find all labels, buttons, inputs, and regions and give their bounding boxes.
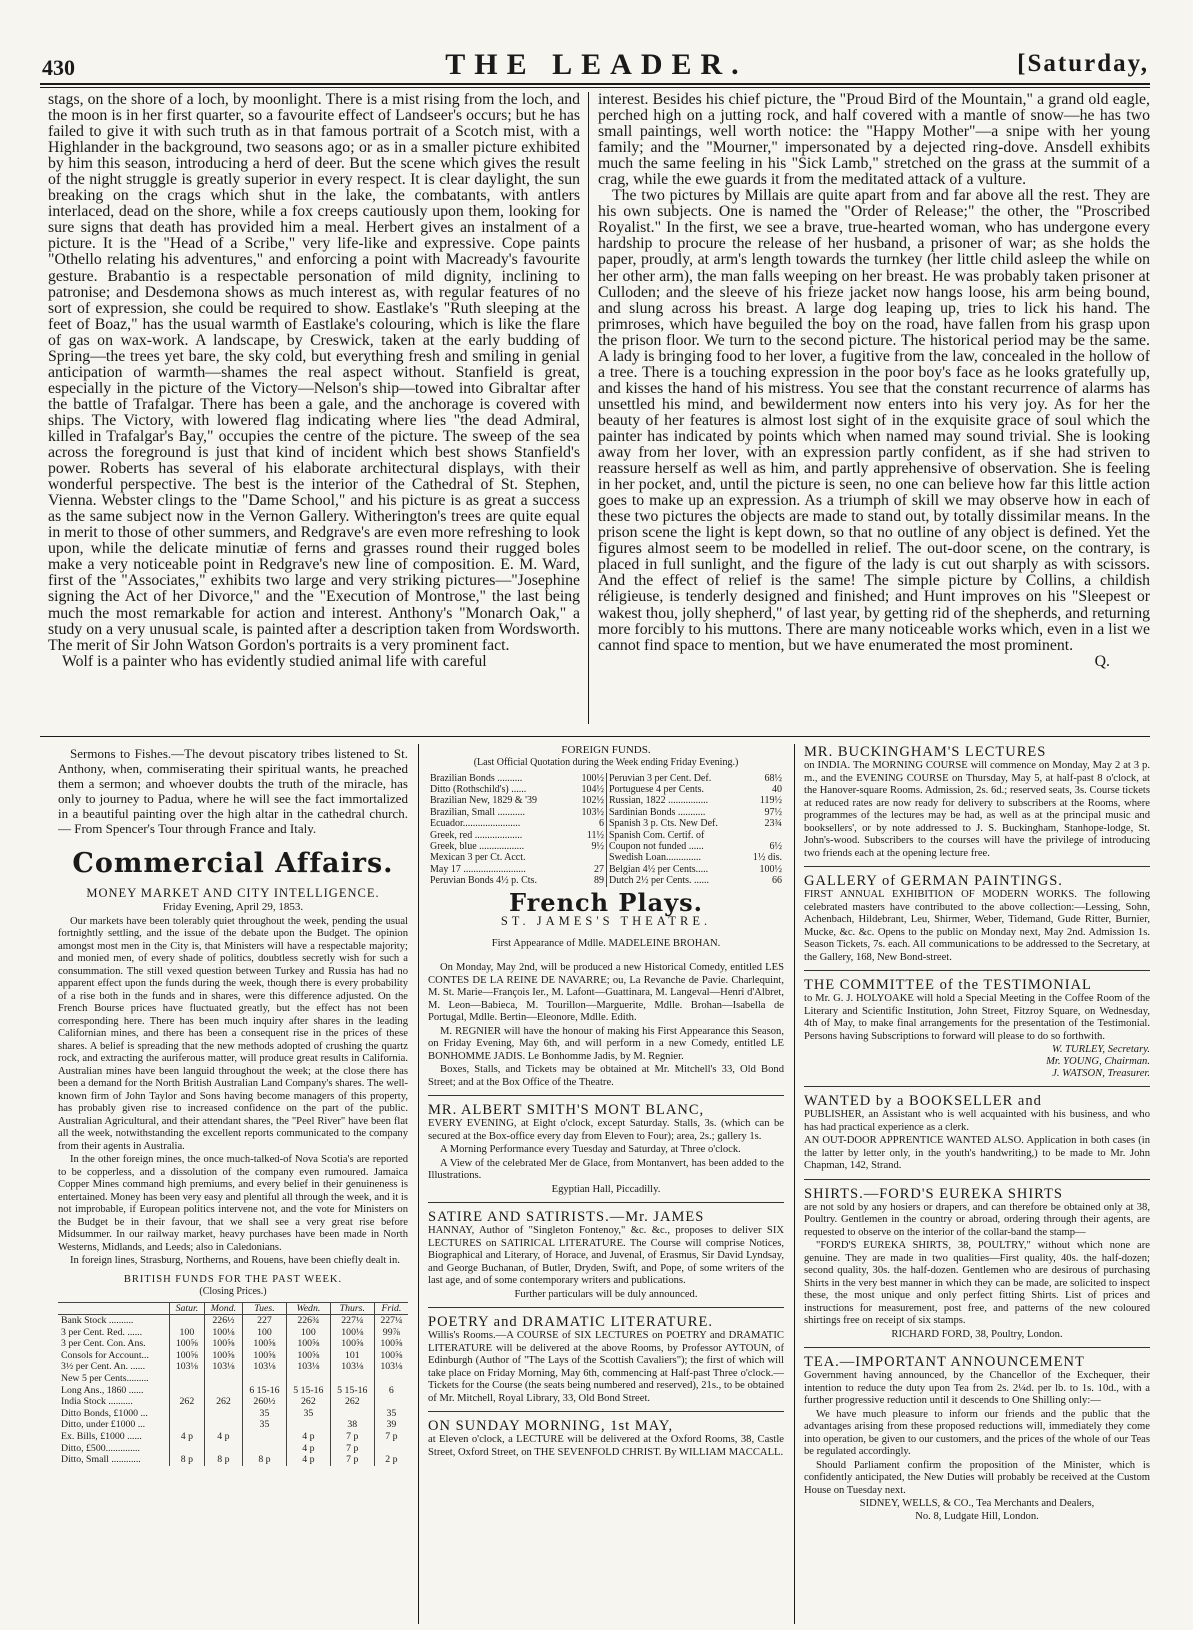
- fund-name: Ditto Bonds, £1000 ...: [61, 1407, 148, 1419]
- fund-price: 262: [169, 1396, 204, 1408]
- funds-column-header: Thurs.: [330, 1302, 374, 1315]
- fund-price: 104½: [581, 783, 604, 795]
- fund-price: 4 p: [286, 1443, 330, 1455]
- fund-price: 100⅝: [169, 1350, 204, 1362]
- fund-name: Ditto, under £1000 ...: [61, 1419, 146, 1431]
- fund-price: 262: [330, 1396, 374, 1408]
- ad-body: FIRST ANNUAL EXHIBITION OF MODERN WORKS. The following celebrated masters have contributed to the above collection:—Lessing, Sohn, Achenbach, Hildebrant, Leu, Shirmer, Weber, Tidemand, Gude Ritter, Burnier, Mucke, &c. &c. Opens to the public on Monday next, May 2nd. Admission 1s. Season Tickets, 7s. each. All communications to be addressed to the Secretary, at the Gallery, 168, New Bond-street.: [804, 889, 1150, 963]
- french-plays-title: French Plays.: [509, 887, 703, 917]
- fund-price: 66: [772, 875, 782, 887]
- fund-price: 4 p: [286, 1431, 330, 1443]
- fund-price: [374, 1373, 408, 1385]
- table-row: [607, 818, 784, 829]
- fund-price: 100: [169, 1327, 204, 1339]
- ad-body: HANNAY, Author of "Singleton Fontenoy," &c. &c., proposes to deliver SIX LECTURES on SATIRICAL LITERATURE. The Course will comprise Notices, Biographical and Literary, of Horace, and Juvenal, of Erasmus, Sir David Lyndsay, and George Buchanan, of Butler, Dryden, Swift, and Pope, of some writers of the last age, and of some contemporary writers and publications.: [428, 1225, 784, 1287]
- fund-price: 6½: [769, 840, 782, 852]
- british-funds-title: BRITISH FUNDS FOR THE PAST WEEK.: [123, 1273, 343, 1285]
- foreign-funds-left: [428, 773, 606, 887]
- fund-price: [330, 1373, 374, 1385]
- masthead-date: [Saturday,: [1017, 50, 1149, 77]
- fund-name: Brazilian New, 1829 & '39: [430, 795, 537, 807]
- table-row: [428, 841, 606, 852]
- fund-price: 6: [599, 818, 604, 830]
- table-row: [607, 875, 784, 886]
- table-row: [607, 830, 784, 841]
- fund-price: 2 p: [374, 1454, 408, 1466]
- fund-price: [572, 852, 606, 863]
- fund-name: Ditto, Small ............: [61, 1454, 141, 1466]
- fund-price: [169, 1419, 204, 1431]
- fund-price: 262: [204, 1396, 242, 1408]
- fund-price: 35: [242, 1419, 286, 1431]
- table-row: [58, 1454, 408, 1466]
- fund-price: 103⅛: [286, 1361, 330, 1373]
- fund-price: 226½: [204, 1315, 242, 1327]
- fund-price: 89: [594, 875, 604, 887]
- money-market-title: MONEY MARKET AND CITY INTELLIGENCE.: [86, 885, 380, 900]
- ad-body: Should Parliament confirm the proposition of the Minister, which is confidently anticipated, the New Duties will probably be received at the Custom House on Tuesday next.: [804, 1459, 1150, 1496]
- fund-name: Peruvian Bonds 4½ p. Cts.: [430, 875, 537, 887]
- table-row: [58, 1443, 408, 1455]
- fund-name: Brazilian, Small ...........: [430, 806, 525, 818]
- fund-price: [204, 1443, 242, 1455]
- fund-price: 227¼: [374, 1315, 408, 1327]
- ad-albert-smith: [428, 1102, 784, 1196]
- fund-price: [286, 1419, 330, 1431]
- fund-price: [744, 830, 784, 841]
- ad-body: We have much pleasure to inform our friends and the public that the advantages arising from these proposed reductions will, immediately they come into operation, be given to our customers, and the prices of the whole of our Teas be regulated accordingly.: [804, 1408, 1150, 1457]
- ad-footer: Egyptian Hall, Piccadilly.: [551, 1183, 661, 1195]
- fund-price: 100⅝: [242, 1338, 286, 1350]
- masthead-title: THE LEADER.: [445, 48, 748, 81]
- fund-price: 100: [242, 1327, 286, 1339]
- fund-price: 103⅛: [374, 1361, 408, 1373]
- ad-footer: RICHARD FORD, 38, Poultry, London.: [891, 1328, 1063, 1340]
- ad-shirts: [804, 1186, 1150, 1342]
- table-row: [607, 773, 784, 784]
- french-plays-paragraph: M. REGNIER will have the honour of making his First Appearance this Season, on Friday Evening, May 6th, and will perform in a new Comedy, entitled LE BONHOMME JADIS. Le Bonhomme Jadis, by M. Regnier.: [428, 1025, 784, 1062]
- british-funds-body: [58, 1315, 408, 1466]
- middle-column: [428, 744, 784, 1624]
- foreign-funds-subtitle: (Last Official Quotation during the Week ending Friday Evening.): [473, 756, 739, 768]
- fund-price: [242, 1373, 286, 1385]
- table-row: [607, 784, 784, 795]
- fund-price: 100⅛: [204, 1327, 242, 1339]
- fund-price: 4 p: [204, 1431, 242, 1443]
- fund-price: 7 p: [330, 1454, 374, 1466]
- funds-column-header: Wedn.: [286, 1302, 330, 1315]
- table-row: [607, 864, 784, 875]
- fund-name: Ditto (Rothschild's) ......: [430, 783, 527, 795]
- fund-price: 100⅛: [330, 1327, 374, 1339]
- ad-poetry: [428, 1314, 784, 1405]
- ad-body: Willis's Rooms.—A COURSE of SIX LECTURES on POETRY and DRAMATIC LITERATURE will be delivered at the above Rooms, by Professor AYTOUN, of Edinburgh (Author of "The Lays of the Scottish Cavaliers"); the first of which will take place on Friday Morning, May 6th, commencing at Half-past Three o'clock.—Tickets for the Course (the seats being numbered and reserved), 21s., to be obtained of Mr. Mitchell, Royal Library, 33, Old Bond Street.: [428, 1330, 784, 1404]
- table-row: [58, 1431, 408, 1443]
- fund-name: Russian, 1822 ................: [609, 795, 709, 807]
- fund-price: 226¾: [286, 1315, 330, 1327]
- fund-price: 38: [330, 1419, 374, 1431]
- money-market-paragraph: In foreign lines, Strasburg, Northerns, and Rouens, have been chiefly dealt in.: [70, 1255, 400, 1266]
- fund-price: 103⅛: [204, 1361, 242, 1373]
- table-row: [428, 852, 606, 863]
- french-plays-paragraph: On Monday, May 2nd, will be produced a new Historical Comedy, entitled LES CONTES DE LA REINE DE NAVARRE; ou, La Revanche de Pavie. Charlequint, M. St. Marie—François Ier., M. Lafont—Guattinara, M. Langeval—Henri d'Albret, M. Leon—Babieca, M. Tourillon—Marguerite, Mdlle. Brohan—Isabella de Portugal, Mdlle. Bertin—Eleonore, Mdlle. Edith.: [428, 962, 784, 1024]
- fund-name: Greek, red ...................: [430, 829, 523, 841]
- first-appearance: First Appearance of Mdlle. MADELEINE BROHAN.: [491, 937, 721, 949]
- fund-price: 35: [374, 1408, 408, 1420]
- fund-price: [286, 1373, 330, 1385]
- fund-price: [330, 1408, 374, 1420]
- ad-heading: TEA.—IMPORTANT ANNOUNCEMENT: [804, 1354, 1085, 1370]
- ad-footer: No. 8, Ludgate Hill, London.: [915, 1510, 1039, 1522]
- header-rule-thin: [40, 87, 1150, 88]
- fund-price: 35: [286, 1408, 330, 1420]
- fund-price: 8 p: [169, 1454, 204, 1466]
- fund-price: 7 p: [330, 1443, 374, 1455]
- sermons-paragraph: Sermons to Fishes.—The devout piscatory tribes listened to St. Anthony, when, commiserating their spiritual wants, he preached them a sermon; and whoever doubts the truth of the miracle, has only to journey to Padua, where he will see the fact immortalized in a beautiful painting over the high altar in the cathedral church.— From Spencer's Tour through France and Italy.: [58, 746, 408, 836]
- table-row: [58, 1396, 408, 1408]
- table-row: [58, 1385, 408, 1397]
- table-row: [58, 1408, 408, 1420]
- funds-column-header: [58, 1302, 169, 1315]
- fund-price: [169, 1408, 204, 1420]
- fund-name: Ex. Bills, £1000 ......: [61, 1431, 142, 1443]
- fund-price: 5 15-16: [330, 1385, 374, 1397]
- ad-testimonial: [804, 977, 1150, 1080]
- ad-heading: POETRY and DRAMATIC LITERATURE.: [428, 1314, 714, 1331]
- ad-body: are not sold by any hosiers or drapers, and can therefore be obtained only at 38, Poultry. Gentlemen in the country or abroad, ordering through their agents, are requested to observe on the interior of the collar-band the stamp—: [804, 1201, 1150, 1238]
- column-divider: [418, 744, 419, 1624]
- fund-price: [374, 1396, 408, 1408]
- fund-price: 27: [594, 863, 604, 875]
- fund-name: Bank Stock ..........: [61, 1315, 134, 1327]
- ad-heading: THE COMMITTEE of the TESTIMONIAL: [804, 977, 1092, 993]
- fund-price: 100½: [759, 863, 782, 875]
- ad-body: A View of the celebrated Mer de Glace, from Montanvert, has been added to the Illustrations.: [428, 1157, 784, 1182]
- fund-name: Swedish Loan..............: [609, 852, 701, 864]
- ad-body: at Eleven o'clock, a LECTURE will be delivered at the Oxford Rooms, 38, Castle Street, Oxford Street, on THE SEVENFOLD CHRIST. By WILLIAM MACCALL.: [428, 1434, 784, 1458]
- fund-price: 100½: [581, 772, 604, 784]
- page-number: 430: [42, 55, 75, 80]
- ad-body: PUBLISHER, an Assistant who is well acquainted with his business, and who has had practical experience as a clerk.: [804, 1109, 1150, 1133]
- column-divider: [588, 92, 589, 724]
- fund-price: 100⅝: [330, 1338, 374, 1350]
- fund-price: 6 15-16: [242, 1385, 286, 1397]
- fund-name: Ditto, £500..............: [61, 1442, 140, 1454]
- table-row: [58, 1327, 408, 1339]
- fund-price: 103⅛: [169, 1361, 204, 1373]
- fund-name: 3 per Cent. Red. ......: [61, 1326, 143, 1338]
- fund-price: 227: [242, 1315, 286, 1327]
- fund-price: 11½: [586, 829, 604, 841]
- ad-body: EVERY EVENING, at Eight o'clock, except Saturday. Stalls, 3s. (which can be secured at the Box-office every day from Eleven to Four); area, 2s.; gallery 1s.: [428, 1118, 784, 1142]
- fund-name: Belgian 4½ per Cents.....: [609, 863, 709, 875]
- fund-name: Spanish 3 p. Cts. New Def.: [609, 818, 718, 830]
- table-row: [428, 818, 606, 829]
- fund-price: 119½: [759, 795, 782, 807]
- fund-price: 102½: [581, 795, 604, 807]
- fund-price: [204, 1408, 242, 1420]
- fund-price: 8 p: [242, 1454, 286, 1466]
- fund-name: Portuguese 4 per Cents.: [609, 783, 704, 795]
- fund-price: 6: [374, 1385, 408, 1397]
- fund-price: [169, 1373, 204, 1385]
- fund-name: Greek, blue ..................: [430, 840, 525, 852]
- funds-column-header: Frid.: [374, 1302, 408, 1315]
- article-column-right: [598, 92, 1150, 728]
- fund-price: 103⅛: [330, 1361, 374, 1373]
- table-row: [607, 841, 784, 852]
- fund-price: 100⅝: [169, 1338, 204, 1350]
- fund-price: [169, 1315, 204, 1327]
- fund-name: Brazilian Bonds ..........: [430, 772, 523, 784]
- table-row: [607, 795, 784, 806]
- fund-price: [374, 1443, 408, 1455]
- article-column-left: [48, 92, 580, 728]
- fund-price: 100⅝: [286, 1338, 330, 1350]
- fund-price: [242, 1431, 286, 1443]
- fund-name: Mexican 3 per Ct. Acct.: [430, 852, 526, 864]
- table-row: [58, 1419, 408, 1431]
- commercial-affairs-title: Commercial Affairs.: [72, 848, 394, 879]
- fund-name: 3 per Cent. Con. Ans.: [61, 1338, 146, 1350]
- fund-price: 35: [242, 1408, 286, 1420]
- fund-name: Ecuador.......................: [430, 818, 521, 830]
- fund-price: [242, 1443, 286, 1455]
- ad-heading: WANTED by a BOOKSELLER and: [804, 1093, 1042, 1109]
- table-row: [607, 807, 784, 818]
- fund-name: India Stock ..........: [61, 1396, 133, 1408]
- fund-price: 40: [772, 783, 782, 795]
- foreign-funds-right: [607, 773, 784, 887]
- ad-footer: Further particulars will be duly announced.: [514, 1288, 698, 1300]
- fund-price: 99⅞: [374, 1327, 408, 1339]
- ad-body: "FORD'S EUREKA SHIRTS, 38, POULTRY," without which none are genuine. They are made in two qualities—First quality, 40s. the half-dozen; second quality, 30s. the half-dozen. Gentlemen who are desirous of purchasing Shirts in the very best manner in which they can be made, are solicited to inspect these, the most unique and only perfect fitting Shirts. List of prices and instructions for measurement, post free, and patterns of the new coloured shirtings free on receipt of six stamps.: [804, 1240, 1150, 1326]
- money-market-paragraph: Our markets have been tolerably quiet throughout the week, pending the usual fortnightly settling, and the issue of the debate upon the Budget. The opinion amongst most men in the City is, that Ministers will have a respectable majority; and monied men, of every shade of politics, doubtless secretly wish for such a consummation. The still vexed question between Turkey and Russia has had no apparent effect upon the funds during the week, though there is every probability of a rise both in the funds and in shares, were this difference adjusted. On the French Bourse prices have fluctuated greatly, but the effect has not been corresponding here. There has been much inquiry after shares in the leading Californian mines, and there has been a consequent rise in the prices of these shares. A belief is spreading that the new methods adopted of crushing the quartz rock, and extracting the auriferous matter, will produce great results in California. Australian mines have been languid throughout the week; at the close there has been a demand for the North British Australian Land Company's shares. The well-known firm of John Taylor and Sons having become managers of this property, has probably given rise to increased confidence on the part of the public. Australian Agricultural, and their attendant shares, the "Peel River" have been flat all the week, notwithstanding the excellent reports communicated to the company from their agents in Australia.: [58, 915, 408, 1152]
- fund-price: 4 p: [286, 1454, 330, 1466]
- fund-price: 103½: [581, 806, 604, 818]
- article-paragraph: interest. Besides his chief picture, the "Proud Bird of the Mountain," a grand old eagle, perched high on a jutting rock, and half covered with a mantle of snow—he has two small paintings, well worth notice: the "Happy Mother"—a snipe with her young family; and the "Mourner," impersonated by a dejected ring-dove. Ansdell exhibits much the same feeling in his "Sick Lamb," stretched on the grass at the summit of a crag, while the ewe guards it from the meditated attack of a vulture.: [598, 92, 1150, 189]
- fund-price: [204, 1419, 242, 1431]
- fund-price: 100: [286, 1327, 330, 1339]
- fund-price: 97½: [764, 806, 782, 818]
- french-plays-paragraph: Boxes, Stalls, and Tickets may be obtained at Mr. Mitchell's 33, Old Bond Street; and at the Box Office of the Theatre.: [428, 1064, 784, 1088]
- fund-price: [204, 1385, 242, 1397]
- header-rule: [40, 83, 1150, 85]
- section-rule: [40, 736, 1150, 737]
- commercial-column: [58, 746, 408, 1626]
- article-paragraph: stags, on the shore of a loch, by moonlight. There is a mist rising from the loch, and the moon is in her first quarter, so a favourite effect of Landseer's occurs; but he has failed to give it with such truth as in that famous portrait of a Scotch mist, with a Highlander in the background, two seasons ago; or as in a smaller picture exhibited by him this season, introducing a herd of deer. But the scene which gives the result of the night struggle is greatly superior in every respect. It is clear daylight, the sun breaking on the crags which shut in the lake, the combatants, with antlers interlaced, dead on the shore, while a fox creeps cautiously upon them, looking for sure signs that death has provided him a meal. Herbert gives an instalment of a picture. It is the "Head of a Scribe," very life-like and expressive. Cope paints "Othello relating his adventures," and enforcing a point with Macready's favourite gesture. Brabantio is a respectable personation of mild dignity, inclining to patronise; and Desdemona shows as much interest as, with regular features of no sort of expression, she could be required to show. Eastlake's "Ruth sleeping at the feet of Boaz," has the usual warmth of Eastlake's colouring, which is like the flare of gas on wax-work. A landscape, by Creswick, taken at the early budding of Spring—the trees yet bare, the sky cold, but everything fresh and smiling in genial anticipation of warmth—shames the real aspect without. Stanfield is great, especially in the picture of the Victory—Nelson's ship—towed into Gibraltar after the battle of Trafalgar. There has been a gale, and the anchorage is covered with ships. The Victory, with lowered flag indicating where lies "the dead Admiral, killed in Trafalgar's Bay," occupies the centre of the picture. The sweep of the sea across the foreground is just that kind of incident which best shows Stanfield's power. Roberts has several of his elaborate architectural displays, with their wonderful perspective. The best is the interior of the Cathedral of St. Stephen, Vienna. Webster clings to the "Dame School," and his picture is as great a success as the same subject now in the Vernon Gallery. Witherington's trees are quite equal in merit to those of other summers, and Redgrave's are even more refreshing to look upon, while the delicate minutiæ of ferns and grasses round their rugged boles make a very noticeable point in Redgrave's new line of composition. E. M. Ward, first of the "Associates," exhibits two large and very striking pictures—"Josephine signing the Act of her Divorce," and the "Execution of Montrose," the last being much the most remarkable for action and interest. Anthony's "Monarch Oak," a study on a very unusual scale, is painted after a description taken from Wordsworth. The merit of Sir John Watson Gordon's portraits is a very prominent fact.: [48, 92, 580, 654]
- money-market-paragraph: In the other foreign mines, the once much-talked-of Nova Scotia's are reported to be copperless, and a dissolution of the company even rumoured. Jamaica Copper Mines command high premiums, and every belief in their genuineness is entertained. Money has been very easy and plentiful all through the week, and it is not improbable, if European politics intervene not, and the vote for Ministers on the Budget be in their favour, that we shall see a very great rise before Midsummer. In our railway market, heavy purchases have been made in North Westerns, Midlands, and Leeds; also in Caledonians.: [58, 1154, 408, 1253]
- ad-body: AN OUT-DOOR APPRENTICE WANTED ALSO. Application in both cases (in the latter by letter only, in the youth's handwriting,) to be made to Mr. John Chapman, 142, Strand.: [804, 1135, 1150, 1171]
- table-row: [58, 1315, 408, 1327]
- ad-heading: ON SUNDAY MORNING, 1st MAY,: [428, 1418, 674, 1435]
- funds-column-header: Tues.: [242, 1302, 286, 1315]
- fund-name: May 17 .........................: [430, 863, 526, 875]
- article-signoff: Q.: [1094, 652, 1110, 670]
- ad-footer: SIDNEY, WELLS, & CO., Tea Merchants and Dealers,: [859, 1498, 1095, 1509]
- table-row: [58, 1350, 408, 1362]
- fund-price: 100⅝: [286, 1350, 330, 1362]
- table-row: [428, 784, 606, 795]
- fund-price: 262: [286, 1396, 330, 1408]
- fund-price: 5 15-16: [286, 1385, 330, 1397]
- ad-wanted: [804, 1093, 1150, 1173]
- ad-satire: [428, 1209, 784, 1301]
- signature: J. WATSON, Treasurer.: [1052, 1068, 1150, 1079]
- ad-body: A Morning Performance every Tuesday and Saturday, at Three o'clock.: [440, 1144, 741, 1156]
- funds-column-header: Satur.: [169, 1302, 204, 1315]
- table-row: [58, 1338, 408, 1350]
- ad-body: Government having announced, by the Chancellor of the Exchequer, their intention to reduce the duty upon Tea from 2s. 2¼d. per lb. to 1s. 10d., with a further progressive reduction until it descends to One Shilling only:—: [804, 1370, 1150, 1406]
- british-funds-table: [58, 1302, 408, 1466]
- ad-tea: [804, 1354, 1150, 1523]
- ad-heading: MR. BUCKINGHAM'S LECTURES: [804, 744, 1047, 760]
- table-row: [428, 795, 606, 806]
- signature: Mr. YOUNG, Chairman.: [1046, 1056, 1150, 1067]
- ad-heading: GALLERY of GERMAN PAINTINGS.: [804, 873, 1063, 889]
- money-market-date: Friday Evening, April 29, 1853.: [162, 901, 304, 913]
- fund-price: [169, 1443, 204, 1455]
- fund-name: Long Ans., 1860 ......: [61, 1384, 144, 1396]
- table-row: [428, 875, 606, 886]
- ad-body: on INDIA. The MORNING COURSE will commence on Monday, May 2 at 3 p. m., and the EVENING COURSE on Thursday, May 5, at half-past 8 o'clock, at the Hanover-square Rooms. Admission, 2s. 6d.; reserved seats, 3s. Course tickets at reduced rates are now ready for delivery to subscribers at the Rooms, where programmes of the lectures may be had, as well as at the principal music and booksellers', or by note addressed to J. S. Buckingham, Stanhope-lodge, St. John's-wood. Subscribers to the courses will have the privilege of introducing two friends each at the opening lecture free.: [804, 760, 1150, 859]
- british-funds-subtitle: (Closing Prices.): [199, 1286, 267, 1297]
- fund-price: 260½: [242, 1396, 286, 1408]
- table-row: [428, 807, 606, 818]
- fund-price: 101: [330, 1350, 374, 1362]
- table-row: [607, 852, 784, 863]
- fund-price: [204, 1373, 242, 1385]
- fund-name: Consols for Account...: [61, 1349, 149, 1361]
- fund-name: 3½ per Cent. An. ......: [61, 1361, 146, 1373]
- fund-price: 7 p: [330, 1431, 374, 1443]
- article-paragraph: Wolf is a painter who has evidently studied animal life with careful: [62, 652, 487, 670]
- table-row: [58, 1373, 408, 1385]
- table-row: [58, 1361, 408, 1373]
- fund-name: Dutch 2½ per Cents. ......: [609, 875, 709, 887]
- signature: W. TURLEY, Secretary.: [1051, 1044, 1150, 1055]
- article-paragraph: The two pictures by Millais are quite apart from and far above all the rest. They are his own subjects. One is named the "Order of Release;" the other, the "Proscribed Royalist." In the first, we see a brave, true-hearted woman, who has undergone every hardship to procure the release of her husband, a prisoner of war; as she holds the paper, proudly, at arm's length towards the turnkey (her little child asleep the while on her other arm), the man falls weeping on her breast. He was probably taken prisoner at Culloden; and the sleeve of his frieze jacket now hangs loose, his arm being bound, and slung across his breast. A large dog leaping up, tries to lick his hand. The primroses, which have beguiled the boy on the road, have fallen from his grasp upon the prison floor. We turn to the second picture. The historical period may be the same. A lady is bringing food to her lover, a fugitive from the law, concealed in the hollow of a tree. There is a touching expression in the poor boy's face as he looks gratefully up, and kisses the hand of his mistress. You see that the constant recurrence of alarms has unsettled his mind, and bewilderment now enters into his very joy. As for her the beauty of her features is almost lost sight of in the exquisite grace of soul which the painter has indicated by points which when named may sound trivial. She is looking away from her lover, with an expression partly confident, as if she had striven to reassure herself as well as him, and partly apprehensive of observation. She is feeling in her pocket, and, until the picture is seen, no one can believe how far this little action goes to make up an expression. As a triumph of skill we may observe how in each of these two pictures the objects are made to stand out, by totally dissimilar means. In the prison scene the light is kept down, so that no outline of any object is defined. Yet the figures almost seem to be modelled in relief. The out-door scene, on the contrary, is placed in full sunlight, and the figure of the lady is cut out sharply as with scissors. And the effect of relief is the same! The simple picture by Collins, a childish réligieuse, is tenderly designed and finished; and Hunt improves on his "Sleepest or wakest thou, jolly shepherd," of last year, by getting rid of the shepherds, and returning more forcibly to his muttons. There are many noticeable works which, even in a list we cannot find space to mention, but we have enumerated the most prominent.: [598, 187, 1150, 654]
- british-funds-header-row: [58, 1302, 408, 1315]
- column-divider: [794, 744, 795, 1624]
- fund-price: 100⅝: [204, 1338, 242, 1350]
- ad-heading: MR. ALBERT SMITH'S MONT BLANC,: [428, 1102, 705, 1119]
- fund-price: 9½: [591, 840, 604, 852]
- fund-name: Coupon not funded ......: [609, 840, 704, 852]
- table-row: [428, 830, 606, 841]
- fund-price: 4 p: [169, 1431, 204, 1443]
- fund-price: 23¾: [764, 818, 782, 830]
- table-row: [428, 864, 606, 875]
- fund-price: 100⅝: [204, 1350, 242, 1362]
- fund-price: 1½ dis.: [752, 852, 782, 864]
- fund-price: 8 p: [204, 1454, 242, 1466]
- fund-price: 68½: [764, 772, 782, 784]
- ad-heading: SATIRE AND SATIRISTS.—Mr. JAMES: [428, 1209, 705, 1226]
- foreign-funds-table: [428, 773, 784, 887]
- advertisements-column: [804, 744, 1150, 1624]
- fund-price: [169, 1385, 204, 1397]
- fund-price: 7 p: [374, 1431, 408, 1443]
- table-row: [428, 773, 606, 784]
- ad-buckingham: [804, 744, 1150, 860]
- fund-price: 39: [374, 1419, 408, 1431]
- fund-price: 100⅝: [374, 1338, 408, 1350]
- fund-price: 100⅝: [242, 1350, 286, 1362]
- funds-column-header: Mond.: [204, 1302, 242, 1315]
- fund-price: 227¼: [330, 1315, 374, 1327]
- fund-name: Spanish Com. Certif. of: [609, 829, 705, 841]
- fund-price: 103⅛: [242, 1361, 286, 1373]
- fund-name: New 5 per Cents.........: [61, 1373, 149, 1385]
- ad-german-gallery: [804, 873, 1150, 964]
- ad-body: to Mr. G. J. HOLYOAKE will hold a Special Meeting in the Coffee Room of the Literary and Scientific Institution, John Street, Fitzroy Square, on Wednesday, 4th of May, to make final arrangements for the presentation of the Testimonial. Persons having Subscriptions to forward will please to do so forthwith.: [804, 993, 1150, 1042]
- fund-name: Peruvian 3 per Cent. Def.: [609, 772, 712, 784]
- fund-price: 100⅝: [374, 1350, 408, 1362]
- ad-heading: SHIRTS.—FORD'S EUREKA SHIRTS: [804, 1185, 1063, 1202]
- fund-name: Sardinian Bonds ...........: [609, 806, 706, 818]
- foreign-funds-title: FOREIGN FUNDS.: [561, 744, 651, 756]
- theatre-name: ST. JAMES'S THEATRE.: [500, 914, 712, 929]
- ad-sunday-lecture: [428, 1418, 784, 1459]
